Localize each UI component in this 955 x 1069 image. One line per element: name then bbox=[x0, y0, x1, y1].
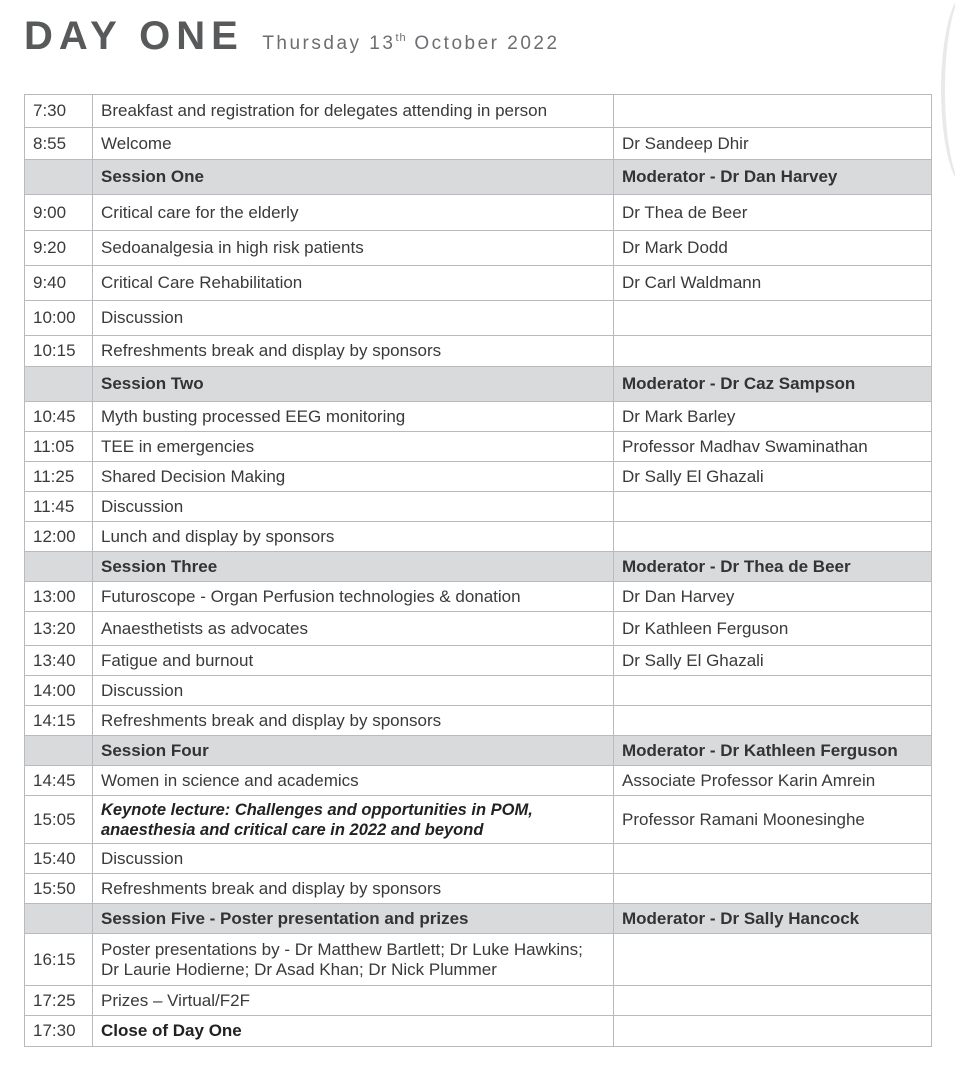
row-time: 9:00 bbox=[25, 195, 93, 231]
row-item: Anaesthetists as advocates bbox=[93, 612, 614, 646]
agenda-row bbox=[25, 874, 932, 904]
row-item: Critical care for the elderly bbox=[93, 195, 614, 231]
row-time: 13:40 bbox=[25, 646, 93, 676]
row-time bbox=[25, 736, 93, 766]
agenda-row bbox=[25, 128, 932, 160]
row-speaker: Dr Kathleen Ferguson bbox=[614, 612, 932, 646]
row-speaker bbox=[614, 522, 932, 552]
row-item: Futuroscope - Organ Perfusion technologies & donation bbox=[93, 582, 614, 612]
agenda-row-keynote bbox=[25, 796, 932, 844]
row-item: Refreshments break and display by sponsors bbox=[93, 336, 614, 367]
agenda-row bbox=[25, 492, 932, 522]
row-speaker: Dr Mark Dodd bbox=[614, 231, 932, 266]
agenda-row bbox=[25, 95, 932, 128]
row-time: 14:00 bbox=[25, 676, 93, 706]
agenda-row bbox=[25, 986, 932, 1016]
agenda-row bbox=[25, 195, 932, 231]
row-time: 8:55 bbox=[25, 128, 93, 160]
row-speaker bbox=[614, 301, 932, 336]
session-moderator: Moderator - Dr Caz Sampson bbox=[614, 367, 932, 402]
session-moderator: Moderator - Dr Thea de Beer bbox=[614, 552, 932, 582]
row-item: Prizes – Virtual/F2F bbox=[93, 986, 614, 1016]
row-item: Critical Care Rehabilitation bbox=[93, 266, 614, 301]
row-speaker: Professor Madhav Swaminathan bbox=[614, 432, 932, 462]
row-time: 13:00 bbox=[25, 582, 93, 612]
row-speaker bbox=[614, 676, 932, 706]
keynote-title: Keynote lecture: Challenges and opportunities in POM, anaesthesia and critical care in 2022 and beyond bbox=[93, 796, 614, 844]
row-item: Refreshments break and display by sponsors bbox=[93, 874, 614, 904]
row-time: 10:45 bbox=[25, 402, 93, 432]
row-item: TEE in emergencies bbox=[93, 432, 614, 462]
row-time: 17:30 bbox=[25, 1016, 93, 1047]
row-speaker: Associate Professor Karin Amrein bbox=[614, 766, 932, 796]
agenda-row bbox=[25, 1016, 932, 1047]
session-header-row bbox=[25, 904, 932, 934]
date-prefix: Thursday 13 bbox=[262, 33, 396, 54]
row-item: Discussion bbox=[93, 844, 614, 874]
session-header-row bbox=[25, 736, 932, 766]
session-title: Session Three bbox=[93, 552, 614, 582]
row-time: 14:45 bbox=[25, 766, 93, 796]
row-time bbox=[25, 367, 93, 402]
row-item: Lunch and display by sponsors bbox=[93, 522, 614, 552]
agenda-row bbox=[25, 676, 932, 706]
row-speaker: Professor Ramani Moonesinghe bbox=[614, 796, 932, 844]
agenda-row bbox=[25, 582, 932, 612]
agenda-row bbox=[25, 646, 932, 676]
row-time bbox=[25, 160, 93, 195]
row-time: 10:00 bbox=[25, 301, 93, 336]
row-time: 12:00 bbox=[25, 522, 93, 552]
row-item: Welcome bbox=[93, 128, 614, 160]
row-item: Women in science and academics bbox=[93, 766, 614, 796]
session-title: Session One bbox=[93, 160, 614, 195]
session-title: Session Five - Poster presentation and prizes bbox=[93, 904, 614, 934]
agenda-row bbox=[25, 706, 932, 736]
row-time: 15:40 bbox=[25, 844, 93, 874]
agenda-row bbox=[25, 266, 932, 301]
row-speaker bbox=[614, 706, 932, 736]
page-title: DAY ONE bbox=[24, 14, 244, 58]
session-header-row bbox=[25, 552, 932, 582]
row-time: 15:50 bbox=[25, 874, 93, 904]
row-speaker: Dr Dan Harvey bbox=[614, 582, 932, 612]
row-item: Discussion bbox=[93, 492, 614, 522]
row-speaker: Dr Sally El Ghazali bbox=[614, 462, 932, 492]
row-speaker: Dr Sandeep Dhir bbox=[614, 128, 932, 160]
agenda-row bbox=[25, 231, 932, 266]
row-time: 9:20 bbox=[25, 231, 93, 266]
row-time bbox=[25, 552, 93, 582]
row-time: 11:05 bbox=[25, 432, 93, 462]
row-speaker bbox=[614, 844, 932, 874]
row-speaker: Dr Mark Barley bbox=[614, 402, 932, 432]
row-time: 15:05 bbox=[25, 796, 93, 844]
session-moderator: Moderator - Dr Kathleen Ferguson bbox=[614, 736, 932, 766]
agenda-row bbox=[25, 432, 932, 462]
row-item: Refreshments break and display by sponsors bbox=[93, 706, 614, 736]
session-title: Session Four bbox=[93, 736, 614, 766]
row-item: Myth busting processed EEG monitoring bbox=[93, 402, 614, 432]
row-time: 7:30 bbox=[25, 95, 93, 128]
row-speaker bbox=[614, 934, 932, 986]
row-item: Shared Decision Making bbox=[93, 462, 614, 492]
agenda-row bbox=[25, 522, 932, 552]
row-time: 17:25 bbox=[25, 986, 93, 1016]
row-speaker bbox=[614, 95, 932, 128]
agenda-row bbox=[25, 301, 932, 336]
closing-item: Close of Day One bbox=[93, 1016, 614, 1047]
row-speaker bbox=[614, 986, 932, 1016]
agenda-row bbox=[25, 462, 932, 492]
row-speaker bbox=[614, 336, 932, 367]
session-header-row bbox=[25, 160, 932, 195]
agenda-row bbox=[25, 934, 932, 986]
agenda-table bbox=[24, 94, 932, 1047]
row-item: Sedoanalgesia in high risk patients bbox=[93, 231, 614, 266]
row-item: Fatigue and burnout bbox=[93, 646, 614, 676]
row-time: 9:40 bbox=[25, 266, 93, 301]
agenda-row bbox=[25, 402, 932, 432]
row-time: 16:15 bbox=[25, 934, 93, 986]
agenda-row bbox=[25, 612, 932, 646]
row-time: 13:20 bbox=[25, 612, 93, 646]
date-suffix: October 2022 bbox=[414, 33, 560, 54]
row-speaker: Dr Carl Waldmann bbox=[614, 266, 932, 301]
agenda-row bbox=[25, 844, 932, 874]
page-date bbox=[262, 32, 559, 55]
row-speaker bbox=[614, 874, 932, 904]
row-time: 11:25 bbox=[25, 462, 93, 492]
row-time: 14:15 bbox=[25, 706, 93, 736]
session-moderator: Moderator - Dr Dan Harvey bbox=[614, 160, 932, 195]
session-title: Session Two bbox=[93, 367, 614, 402]
row-time: 10:15 bbox=[25, 336, 93, 367]
row-item: Breakfast and registration for delegates attending in person bbox=[93, 95, 614, 128]
row-time bbox=[25, 904, 93, 934]
page-edge-decoration bbox=[941, 0, 955, 190]
date-ordinal: th bbox=[395, 32, 407, 44]
row-time: 11:45 bbox=[25, 492, 93, 522]
row-item: Discussion bbox=[93, 676, 614, 706]
row-speaker bbox=[614, 1016, 932, 1047]
row-speaker bbox=[614, 492, 932, 522]
row-speaker: Dr Sally El Ghazali bbox=[614, 646, 932, 676]
session-header-row bbox=[25, 367, 932, 402]
agenda-row bbox=[25, 336, 932, 367]
session-moderator: Moderator - Dr Sally Hancock bbox=[614, 904, 932, 934]
row-item: Poster presentations by - Dr Matthew Bartlett; Dr Luke Hawkins; Dr Laurie Hodierne; Dr Asad Khan; Dr Nick Plummer bbox=[93, 934, 614, 986]
row-speaker: Dr Thea de Beer bbox=[614, 195, 932, 231]
row-item: Discussion bbox=[93, 301, 614, 336]
page-header bbox=[24, 14, 560, 60]
agenda-row bbox=[25, 766, 932, 796]
